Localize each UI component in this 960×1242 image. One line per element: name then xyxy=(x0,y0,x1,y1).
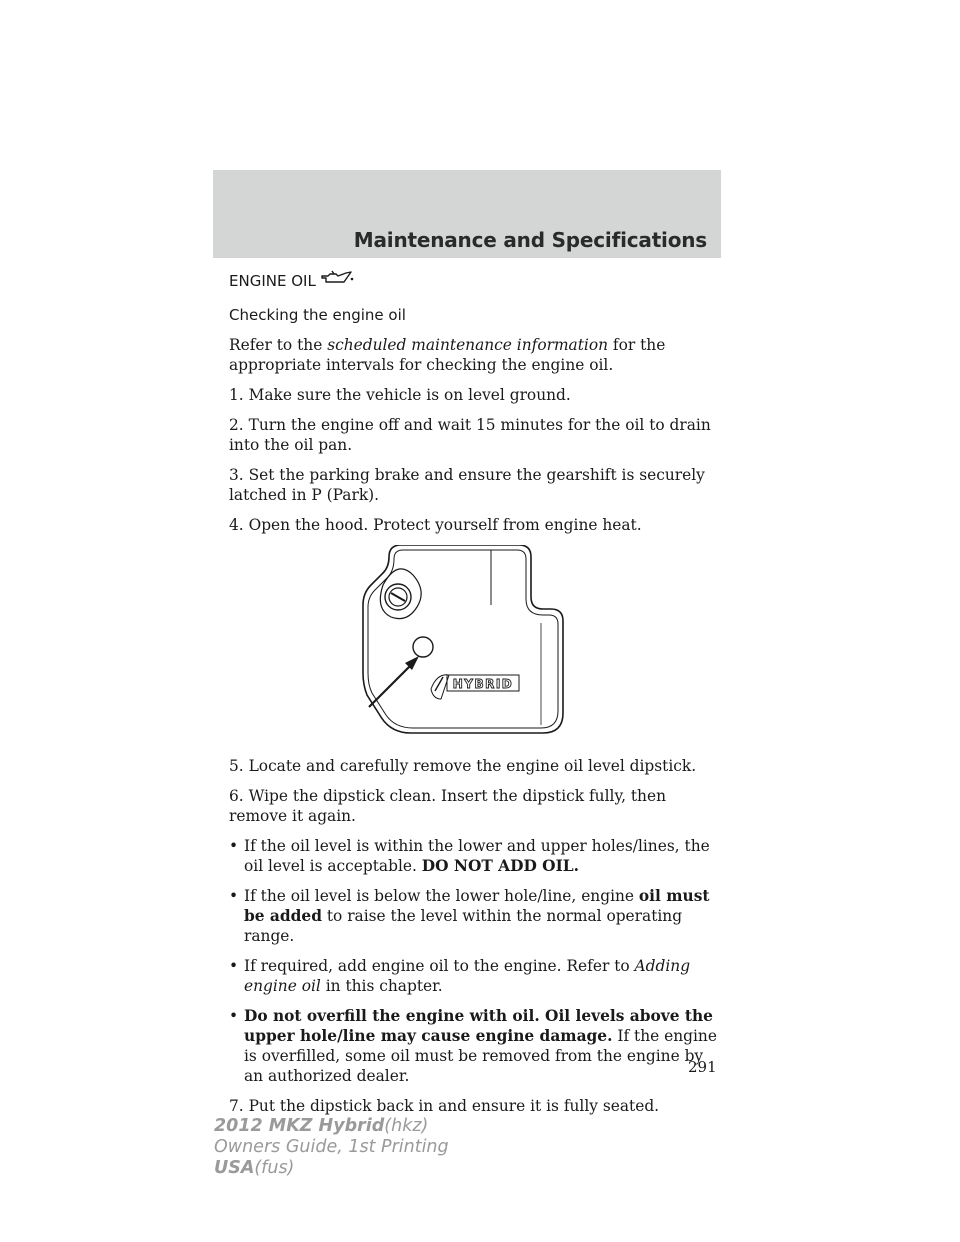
bullet-item-level-ok: • If the oil level is within the lower and upper holes/lines, the oil level is acceptable. DO NOT ADD OIL. xyxy=(229,837,710,875)
step-1: 1. Make sure the vehicle is on level ground. xyxy=(229,386,571,404)
step-3: 3. Set the parking brake and ensure the gearshift is securely latched in P (Park). xyxy=(229,466,705,504)
page-content xyxy=(229,270,723,1116)
step-2: 2. Turn the engine off and wait 15 minutes for the oil to drain into the oil pan. xyxy=(229,416,711,454)
engine-cover-figure xyxy=(229,545,723,750)
step-4: 4. Open the hood. Protect yourself from engine heat. xyxy=(229,516,642,534)
section-header-band xyxy=(213,170,721,258)
engine-cover-illustration xyxy=(361,545,601,750)
hybrid-badge-text: HYBRID xyxy=(452,677,514,691)
step-6: 6. Wipe the dipstick clean. Insert the dipstick fully, then remove it again. xyxy=(229,787,666,825)
checking-oil-subheading: Checking the engine oil xyxy=(229,306,406,324)
engine-oil-heading xyxy=(229,270,723,291)
document-footer: 2012 MKZ Hybrid(hkz) Owners Guide, 1st Printing USA(fus) xyxy=(214,1116,449,1178)
step-7: 7. Put the dipstick back in and ensure it is fully seated. xyxy=(229,1097,660,1115)
step-5: 5. Locate and carefully remove the engine oil level dipstick. xyxy=(229,757,697,775)
intro-paragraph: Refer to the scheduled maintenance information for the appropriate intervals for checking the engine oil. xyxy=(229,336,666,374)
bullet-item-add-oil: • If required, add engine oil to the engine. Refer to Adding engine oil in this chapter. xyxy=(229,957,691,995)
oil-can-icon xyxy=(320,270,354,291)
section-title: Maintenance and Specifications xyxy=(353,228,707,252)
bullet-item-overfill-warning: • Do not overfill the engine with oil. Oil levels above the upper hole/line may cause engine damage. If the engine is overfilled, some oil must be removed from the engine by an authorized dealer. xyxy=(229,1007,717,1085)
heading-text: ENGINE OIL xyxy=(229,271,316,290)
bullet-item-level-low: • If the oil level is below the lower hole/line, engine oil must be added to raise the level within the normal operating range. xyxy=(229,887,710,945)
page-number: 291 xyxy=(688,1058,717,1076)
